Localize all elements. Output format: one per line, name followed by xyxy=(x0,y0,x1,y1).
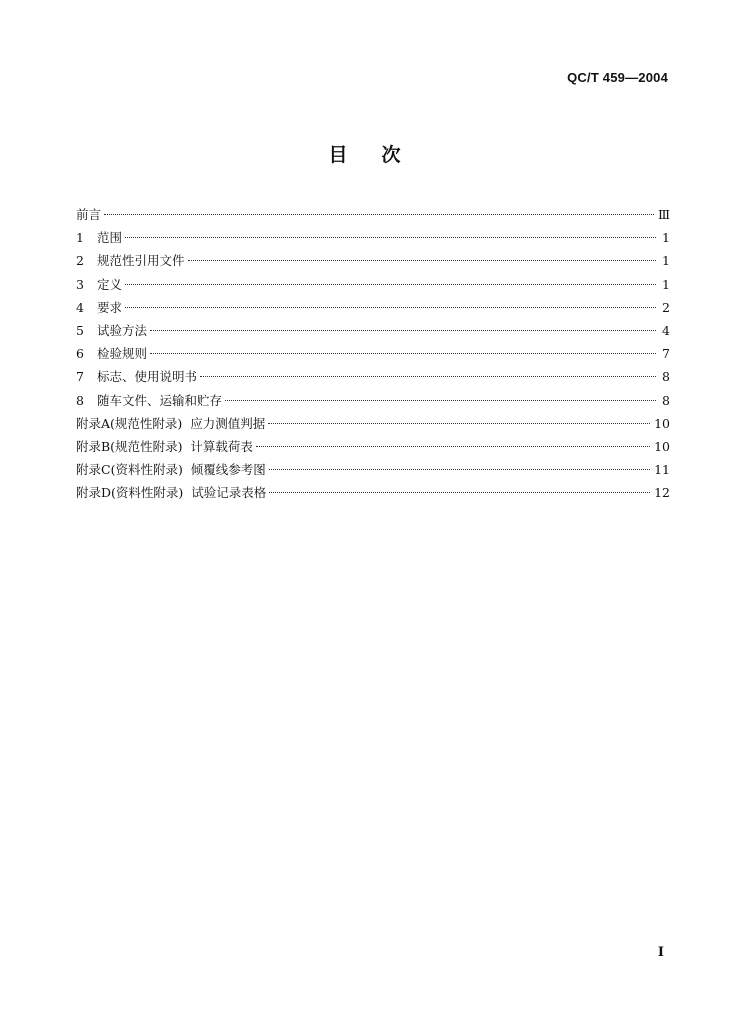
toc-entry-number: 2 xyxy=(76,253,84,269)
standard-code: QC/T 459—2004 xyxy=(567,70,668,85)
toc-leader-dots xyxy=(269,492,650,493)
toc-entry-appendix-c[interactable] xyxy=(76,458,670,481)
toc-leader-dots xyxy=(150,353,656,354)
toc-entry-page: 10 xyxy=(654,438,670,454)
toc-leader-dots xyxy=(225,400,656,401)
toc-leader-dots xyxy=(269,469,650,470)
page-number: I xyxy=(657,945,664,960)
toc-entry-page: 2 xyxy=(662,299,670,315)
toc-leader-dots xyxy=(256,446,650,447)
toc-entry-5[interactable] xyxy=(76,319,670,342)
toc-entry-number: 1 xyxy=(76,230,84,246)
toc-entry-number: 8 xyxy=(76,392,84,408)
toc-entry-label: 标志、使用说明书 xyxy=(97,369,198,385)
toc-entry-page: 4 xyxy=(662,322,670,338)
toc-entry-page: 1 xyxy=(662,253,670,269)
toc-entry-page: 1 xyxy=(662,276,670,292)
toc-leader-dots xyxy=(150,330,656,331)
toc-entry-label: 范围 xyxy=(97,230,123,246)
toc-entry-label: 附录C(资料性附录) 倾覆线参考图 xyxy=(76,462,266,478)
toc-leader-dots xyxy=(188,260,656,261)
toc-entry-page: Ⅲ xyxy=(657,207,670,222)
toc-entry-label: 试验方法 xyxy=(97,322,148,338)
toc-entry-page: 7 xyxy=(662,346,670,362)
toc-entry-8[interactable] xyxy=(76,389,670,412)
toc-entry-number: 3 xyxy=(76,276,84,292)
toc-entry-appendix-b[interactable] xyxy=(76,435,670,458)
toc-entry-label: 附录D(资料性附录) 试验记录表格 xyxy=(76,485,267,501)
toc-entry-label: 定义 xyxy=(97,276,123,292)
toc-entry-label: 规范性引用文件 xyxy=(97,253,185,269)
toc-entry-label: 要求 xyxy=(97,299,123,315)
toc-leader-dots xyxy=(125,237,656,238)
toc-entry-number: 6 xyxy=(76,346,84,362)
toc-entry-number: 4 xyxy=(76,299,84,315)
toc-entry-page: 8 xyxy=(662,369,670,385)
toc-leader-dots xyxy=(125,284,656,285)
toc-entry-page: 10 xyxy=(654,415,670,431)
toc-entry-7[interactable] xyxy=(76,365,670,388)
toc-entry-label: 附录A(规范性附录) 应力测值判据 xyxy=(76,415,266,431)
toc-entry-label: 随车文件、运输和贮存 xyxy=(97,392,223,408)
toc-entry-page: 11 xyxy=(654,462,670,478)
toc-entry-preface[interactable] xyxy=(76,203,670,226)
toc-entry-appendix-a[interactable] xyxy=(76,412,670,435)
table-of-contents xyxy=(76,203,670,504)
toc-leader-dots xyxy=(200,376,656,377)
toc-entry-1[interactable] xyxy=(76,226,670,249)
toc-entry-number: 7 xyxy=(76,369,84,385)
toc-entry-page: 1 xyxy=(662,230,670,246)
toc-entry-label: 附录B(规范性附录) 计算载荷表 xyxy=(76,438,253,454)
toc-entry-appendix-d[interactable] xyxy=(76,481,670,504)
toc-entry-2[interactable] xyxy=(76,249,670,272)
page-title: 目次 xyxy=(328,144,435,166)
toc-entry-number: 5 xyxy=(76,322,84,338)
toc-entry-page: 8 xyxy=(662,392,670,408)
toc-entry-label: 检验规则 xyxy=(97,346,148,362)
toc-entry-3[interactable] xyxy=(76,273,670,296)
toc-entry-6[interactable] xyxy=(76,342,670,365)
toc-entry-label: 前言 xyxy=(76,207,102,222)
toc-entry-4[interactable] xyxy=(76,296,670,319)
toc-leader-dots xyxy=(268,423,650,424)
toc-leader-dots xyxy=(125,307,656,308)
toc-entry-page: 12 xyxy=(654,485,670,501)
toc-leader-dots xyxy=(104,214,654,215)
